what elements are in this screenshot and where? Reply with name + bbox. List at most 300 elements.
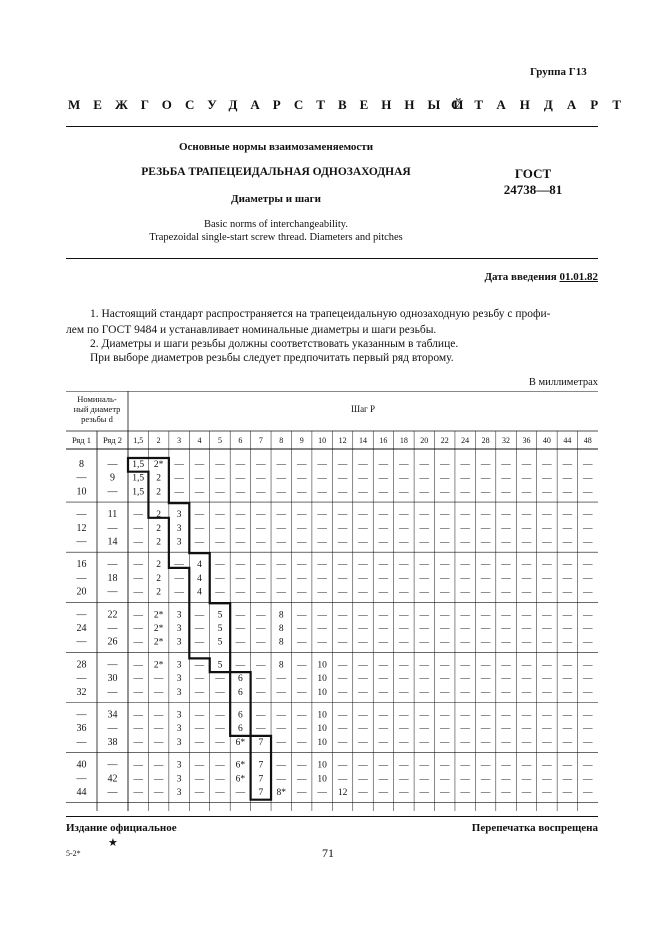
cell: 3 [176, 687, 182, 698]
cell: — [399, 774, 409, 785]
cell: — [562, 560, 573, 571]
cell: — [317, 473, 327, 484]
cell: — [460, 660, 470, 671]
cell: — [256, 687, 266, 698]
cell: 8 [278, 637, 284, 648]
cell: — [337, 587, 348, 598]
cell: 40 [76, 759, 87, 771]
cell: — [133, 560, 143, 571]
cell: — [174, 560, 184, 571]
cell: — [562, 624, 573, 634]
cell: — [480, 660, 491, 671]
cell: — [76, 572, 87, 584]
cell: — [194, 610, 205, 621]
cell: — [378, 560, 389, 571]
cell: 10 [317, 737, 327, 748]
cell: — [296, 573, 307, 584]
cell: — [399, 710, 409, 721]
cell: — [501, 637, 511, 648]
cell: — [358, 510, 368, 521]
cell: — [378, 460, 389, 470]
cell: 3 [176, 624, 182, 634]
cell: — [501, 510, 511, 521]
cell: — [194, 737, 205, 748]
cell: — [256, 510, 266, 521]
cell: 5 [217, 637, 223, 648]
cell: — [107, 459, 118, 470]
cell: — [399, 637, 409, 648]
cell: — [276, 473, 287, 484]
cell: 3 [176, 660, 182, 671]
cell: — [480, 473, 491, 484]
pitch-header-9: 9 [299, 436, 304, 445]
cell: — [439, 687, 450, 698]
cell: — [439, 487, 450, 498]
cell: — [439, 710, 450, 721]
cell: — [296, 510, 307, 521]
cell: — [107, 659, 118, 671]
cell: — [337, 687, 348, 698]
cell: — [460, 774, 470, 785]
cell: — [542, 624, 552, 634]
cell: — [276, 560, 287, 571]
cell: — [521, 460, 532, 470]
cell: — [542, 460, 552, 470]
cell: — [460, 460, 470, 470]
cell: — [501, 788, 511, 798]
cell: — [562, 724, 573, 735]
cell: — [153, 737, 164, 748]
cell: — [439, 560, 450, 571]
cell: — [583, 637, 593, 648]
cell: — [153, 774, 164, 785]
cell: — [358, 774, 368, 785]
cell: — [133, 774, 143, 785]
cell: — [460, 537, 470, 548]
cell: — [317, 624, 327, 634]
cell: — [133, 587, 143, 598]
cell: — [460, 487, 470, 498]
cell: — [256, 674, 266, 685]
cell: — [317, 537, 327, 548]
cell: — [521, 774, 532, 785]
cell: — [480, 460, 491, 470]
cell: — [194, 774, 205, 785]
cell: 3 [176, 637, 182, 648]
cell: 3 [176, 710, 182, 721]
cell: — [296, 774, 307, 785]
cell: — [460, 687, 470, 698]
cell: — [107, 623, 118, 634]
cell: — [296, 674, 307, 685]
cell: 16 [76, 559, 87, 571]
cell: — [378, 537, 389, 548]
cell: — [399, 560, 409, 571]
cell: 8 [278, 624, 284, 634]
cell: — [480, 737, 491, 748]
pitch-header-7: 7 [258, 436, 263, 445]
cell: 2 [156, 523, 162, 534]
cell: — [480, 487, 491, 498]
cell: — [133, 760, 143, 771]
cell: — [562, 610, 573, 621]
cell: 18 [107, 572, 118, 584]
cell: — [358, 587, 368, 598]
cell: — [133, 788, 143, 798]
cell: 6 [238, 674, 243, 685]
cell: 8 [278, 610, 284, 621]
cell: — [562, 637, 573, 648]
cell: — [76, 609, 87, 621]
cell: 3 [176, 510, 182, 521]
cell: 28 [76, 659, 87, 671]
cell: — [256, 537, 266, 548]
cell: — [419, 637, 430, 648]
cell: — [583, 737, 593, 748]
cell: — [296, 610, 307, 621]
pitch-header-48: 48 [583, 436, 592, 445]
cell: 14 [107, 536, 118, 548]
cell: 4 [197, 587, 202, 598]
cell: — [358, 573, 368, 584]
cell: 3 [176, 724, 182, 735]
cell: 2 [156, 510, 162, 521]
header-rule [66, 126, 598, 127]
paragraph-3: При выборе диаметров резьбы следует предпочитать первый ряд второму. [90, 352, 454, 364]
cell: — [235, 510, 246, 521]
date-value: 01.01.82 [559, 271, 598, 283]
cell: — [399, 510, 409, 521]
cell: — [215, 487, 225, 498]
cell: — [133, 710, 143, 721]
cell: — [133, 724, 143, 735]
cell: — [133, 660, 143, 671]
cell: — [439, 760, 450, 771]
cell: — [358, 737, 368, 748]
cell: — [235, 610, 246, 621]
cell: — [174, 473, 184, 484]
cell: 10 [317, 687, 327, 698]
cell: — [399, 473, 409, 484]
cell: — [296, 523, 307, 534]
cell: — [460, 737, 470, 748]
cell: 5 [217, 610, 223, 621]
cell: — [419, 660, 430, 671]
cell: — [296, 687, 307, 698]
cell: — [583, 624, 593, 634]
cell: — [107, 559, 118, 571]
cell: — [194, 487, 205, 498]
cell: — [358, 710, 368, 721]
cell: — [276, 737, 287, 748]
cell: — [337, 560, 348, 571]
cell: — [521, 687, 532, 698]
cell: — [276, 537, 287, 548]
cell: — [256, 610, 266, 621]
cell: — [215, 737, 225, 748]
cell: — [583, 774, 593, 785]
cell: — [317, 560, 327, 571]
cell: — [542, 637, 552, 648]
cell: — [235, 573, 246, 584]
cell: — [276, 724, 287, 735]
cell: 10 [317, 724, 327, 735]
cell: — [378, 760, 389, 771]
cell: — [460, 510, 470, 521]
cell: — [358, 460, 368, 470]
cell: — [562, 687, 573, 698]
cell: — [153, 674, 164, 685]
cell: — [256, 473, 266, 484]
cell: — [399, 760, 409, 771]
cell: — [76, 773, 87, 785]
cell: 10 [317, 760, 327, 771]
cell: — [133, 510, 143, 521]
cell: — [337, 573, 348, 584]
cell: — [174, 460, 184, 470]
cell: — [76, 709, 87, 721]
cell: — [317, 788, 327, 798]
cell: — [480, 710, 491, 721]
pitch-header-1,5: 1,5 [133, 436, 144, 445]
cell: — [399, 674, 409, 685]
cell: — [521, 473, 532, 484]
cell: — [378, 737, 389, 748]
cell: — [215, 537, 225, 548]
cell: — [337, 760, 348, 771]
cell: — [235, 624, 246, 634]
cell: — [133, 573, 143, 584]
cell: — [583, 587, 593, 598]
cell: — [460, 637, 470, 648]
cell: — [235, 473, 246, 484]
cell: — [296, 624, 307, 634]
cell: 2* [153, 610, 164, 621]
pitch-header-24: 24 [461, 436, 470, 445]
cell: — [583, 724, 593, 735]
cell: — [296, 660, 307, 671]
cell: — [562, 487, 573, 498]
cell: — [76, 472, 87, 484]
cell: 10 [317, 710, 327, 721]
cell: — [419, 774, 430, 785]
cell: — [460, 587, 470, 598]
cell: 4 [197, 573, 202, 584]
cell: — [235, 487, 246, 498]
cell: — [194, 637, 205, 648]
cell: 5 [217, 624, 223, 634]
cell: — [276, 760, 287, 771]
cell: — [194, 788, 205, 798]
cell: — [583, 687, 593, 698]
head-pitch: Шаг P [350, 404, 376, 414]
cell: — [439, 610, 450, 621]
pitch-header-40: 40 [542, 436, 551, 445]
cell: — [337, 473, 348, 484]
cell: — [542, 760, 552, 771]
cell: — [194, 724, 205, 735]
page-number: 71 [322, 846, 334, 860]
title-en-2: Trapezoidal single-start screw thread. Diameters and pitches [149, 232, 403, 243]
cell: — [337, 537, 348, 548]
pitch-header-32: 32 [502, 436, 511, 445]
cell: — [419, 537, 430, 548]
cell: — [439, 460, 450, 470]
cell: — [276, 710, 287, 721]
pitch-header-12: 12 [338, 436, 347, 445]
pitch-header-3: 3 [177, 436, 182, 445]
title-sub: Диаметры и шаги [231, 193, 321, 205]
cell: — [76, 509, 87, 521]
cell: — [419, 624, 430, 634]
cell: — [215, 760, 225, 771]
cell: — [296, 710, 307, 721]
cell: 2 [156, 487, 162, 498]
cell: — [439, 637, 450, 648]
cell: — [562, 523, 573, 534]
cell: — [480, 774, 491, 785]
cell: — [399, 737, 409, 748]
footer-rule [66, 816, 598, 817]
cell: — [542, 523, 552, 534]
cell: — [378, 624, 389, 634]
cell: 2 [156, 573, 162, 584]
cell: — [460, 523, 470, 534]
cell: — [358, 788, 368, 798]
cell: — [562, 510, 573, 521]
cell: — [501, 460, 511, 470]
cell: — [235, 537, 246, 548]
cell: — [194, 760, 205, 771]
cell: — [296, 760, 307, 771]
cell: — [521, 573, 532, 584]
cell: — [378, 674, 389, 685]
head-diameter-line: Номиналь- [77, 394, 117, 404]
cell: — [107, 486, 118, 498]
cell: — [521, 660, 532, 671]
cell: 8 [278, 660, 284, 671]
cell: — [378, 573, 389, 584]
cell: — [542, 737, 552, 748]
cell: — [419, 760, 430, 771]
cell: — [317, 587, 327, 598]
cell: — [439, 674, 450, 685]
cell: — [276, 523, 287, 534]
cell: — [194, 460, 205, 470]
cell: — [521, 788, 532, 798]
cell: — [337, 724, 348, 735]
cell: — [296, 460, 307, 470]
cell: — [256, 587, 266, 598]
cell: — [215, 473, 225, 484]
cell: — [399, 537, 409, 548]
cell: — [296, 587, 307, 598]
cell: — [583, 460, 593, 470]
cell: 11 [107, 509, 118, 521]
cell: — [562, 788, 573, 798]
cell: — [521, 624, 532, 634]
cell: — [542, 573, 552, 584]
pitch-header-4: 4 [197, 436, 202, 445]
star-icon: ★ [108, 837, 118, 849]
group-label: Группа Г13 [530, 66, 587, 78]
reprint-label: Перепечатка воспрещена [471, 822, 598, 834]
cell: — [215, 724, 225, 735]
cell: — [583, 573, 593, 584]
cell: — [439, 774, 450, 785]
cell: — [521, 537, 532, 548]
cell: — [399, 610, 409, 621]
cell: — [194, 687, 205, 698]
cell: — [215, 523, 225, 534]
cell: — [296, 473, 307, 484]
cell: — [521, 710, 532, 721]
cell: 7 [258, 737, 264, 748]
cell: 10 [317, 674, 327, 685]
cell: 3 [176, 523, 182, 534]
cell: — [501, 710, 511, 721]
cell: — [439, 724, 450, 735]
cell: — [256, 523, 266, 534]
pitch-header-2: 2 [156, 436, 161, 445]
cell: 30 [107, 673, 118, 685]
cell: — [399, 660, 409, 671]
cell: — [276, 460, 287, 470]
cell: 8 [79, 459, 84, 470]
cell: — [194, 710, 205, 721]
cell: 26 [107, 636, 118, 648]
cell: — [317, 573, 327, 584]
cell: — [542, 724, 552, 735]
cell: — [133, 737, 143, 748]
cell: — [501, 660, 511, 671]
cell: — [215, 774, 225, 785]
cell: — [358, 487, 368, 498]
title-norms: Основные нормы взаимозаменяемости [178, 141, 374, 153]
cell: — [419, 737, 430, 748]
cell: — [562, 674, 573, 685]
cell: — [317, 487, 327, 498]
cell: — [153, 760, 164, 771]
cell: 3 [176, 610, 182, 621]
cell: — [542, 560, 552, 571]
cell: — [337, 487, 348, 498]
cell: — [133, 610, 143, 621]
cell: — [358, 674, 368, 685]
cell: — [542, 473, 552, 484]
cell: — [296, 537, 307, 548]
cell: — [256, 637, 266, 648]
cell: — [399, 523, 409, 534]
cell: — [194, 537, 205, 548]
cell: — [480, 760, 491, 771]
cell: — [378, 610, 389, 621]
cell: — [174, 573, 184, 584]
cell: 2 [156, 473, 162, 484]
cell: 5 [217, 660, 223, 671]
cell: 6* [235, 760, 246, 771]
cell: — [583, 710, 593, 721]
cell: — [439, 537, 450, 548]
cell: — [583, 510, 593, 521]
cell: — [296, 487, 307, 498]
cell: — [439, 660, 450, 671]
cell: — [460, 760, 470, 771]
cell: — [317, 637, 327, 648]
cell: — [337, 774, 348, 785]
cell: — [501, 760, 511, 771]
cell: — [358, 760, 368, 771]
